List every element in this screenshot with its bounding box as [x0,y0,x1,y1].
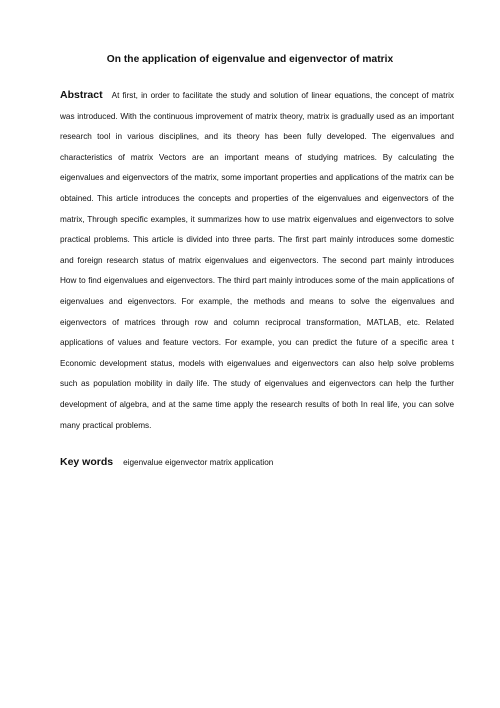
keywords-text: eigenvalue eigenvector matrix application [123,458,274,467]
abstract-text: At first, in order to facilitate the study and solution of linear equations, the concept of matrix was introduced. With the continuous improvement of matrix theory, matrix is gradually used as an important research tool in various disciplines, and its theory has been fully developed. The eigenvalues and characteristics of matrix Vectors are an important means of studying matrices. By calculating the eigenvalues and eigenvectors of the matrix, some important properties and applications of the matrix can be obtained. This article introduces the concepts and properties of the eigenvalues and eigenvectors of the matrix, Through specific examples, it summarizes how to use matrix eigenvalues and eigenvectors to solve practical problems. This article is divided into three parts. The first part mainly introduces some domestic and foreign research status of matrix eigenvalues and eigenvectors. The second part mainly introduces How to find eigenvalues and eigenvectors. The third part mainly introduces some of the main applications of eigenvalues and eigenvectors. For example, the methods and means to solve the eigenvalues and eigenvectors of matrices through row and column reciprocal transformation, MATLAB, etc. Related applications of values and feature vectors. For example, you can predict the future of a specific area t Economic development status, models with eigenvalues and eigenvectors can also help solve problems such as population mobility in daily life. The study of eigenvalues and eigenvectors can help the further development of algebra, and at the same time apply the research results of both In real life, you can solve many practical problems. [60,91,454,430]
keywords-label: Key words [60,456,114,468]
keywords-line [60,455,454,470]
paper-title: On the application of eigenvalue and eigenvector of matrix [106,54,394,65]
abstract-label: Abstract [60,89,103,101]
abstract-paragraph [60,85,454,436]
